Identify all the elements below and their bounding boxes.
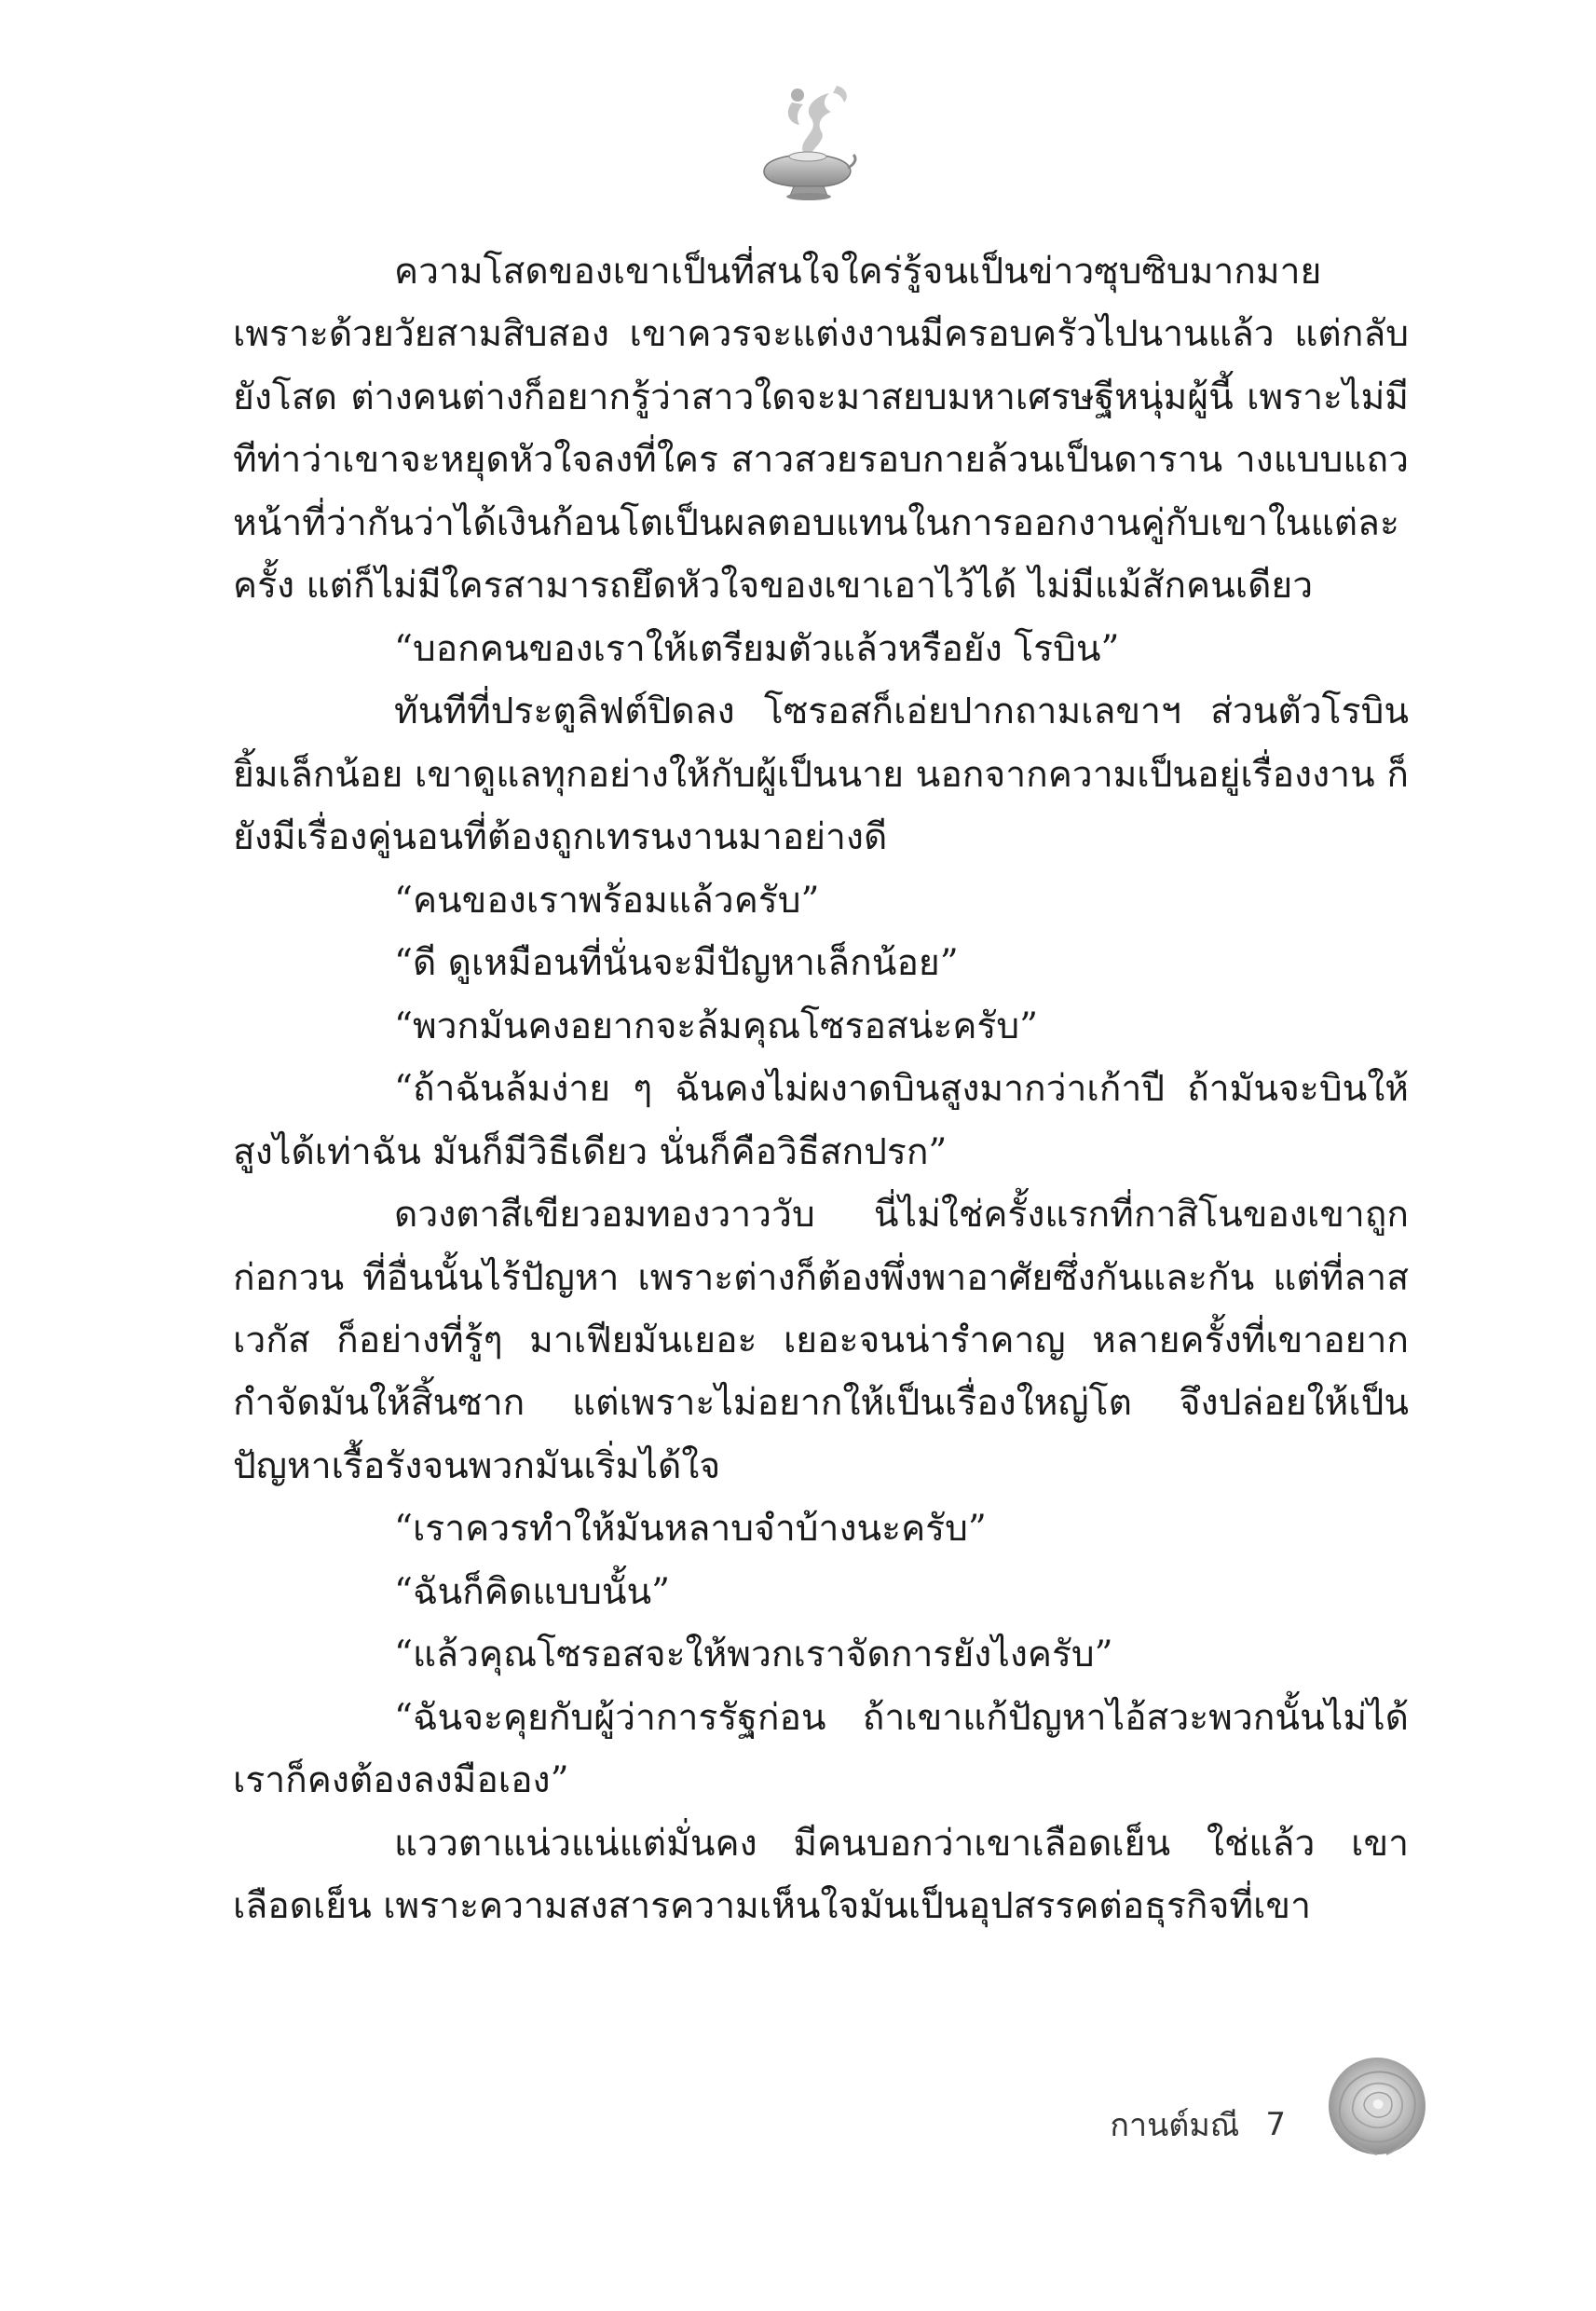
dialogue-line: “ถ้าฉันล้มง่าย ๆ ฉันคงไม่ผงาดบินสูงมากว่าเก้าปี ถ้ามันจะบินให้สูงได้เท่าฉัน มันก็มีวิธีเดียว นั่นก็คือวิธีสกปรก”: [233, 1068, 1409, 1173]
page-footer: [1062, 2097, 1286, 2153]
paragraph: ทันทีที่ประตูลิฟต์ปิดลง โซรอสก็เอ่ยปากถามเลขาฯ ส่วนตัวโรบินยิ้มเล็กน้อย เขาดูแลทุกอย่างให้กับผู้เป็นนาย นอกจากความเป็นอยู่เรื่องงาน ก็ยังมีเรื่องคู่นอนที่ต้องถูกเทรนงานมาอย่างดี: [233, 691, 1409, 859]
dialogue-line: “ดี ดูเหมือนที่นั่นจะมีปัญหาเล็กน้อย”: [394, 942, 959, 985]
paragraph: แววตาแน่วแน่แต่มั่นคง มีคนบอกว่าเขาเลือดเย็น ใช่แล้ว เขาเลือดเย็น เพราะความสงสารความเห็นใจมันเป็นอุปสรรคต่อธุรกิจที่เขา: [233, 1822, 1409, 1928]
book-title: กานต์มณี: [1110, 2107, 1240, 2144]
genie-lamp-icon: [757, 75, 859, 205]
dialogue-line: “เราควรทำให้มันหลาบจำบ้างนะครับ”: [394, 1508, 987, 1551]
paragraph: ดวงตาสีเขียวอมทองวาววับ นี่ไม่ใช่ครั้งแรกที่กาสิโนของเขาถูกก่อกวน ที่อื่นนั้นไร้ปัญหา เพราะต่างก็ต้องพึ่งพาอาศัยซึ่งกันและกัน แต่ที่ลาสเวกัส ก็อย่างที่รู้ๆ มาเฟียมันเยอะ เยอะจนน่ารำคาญ หลายครั้งที่เขาอยากกำจัดมันให้สิ้นซาก แต่เพราะไม่อยากให้เป็นเรื่องใหญ่โต จึงปล่อยให้เป็นปัญหาเรื้อรังจนพวกมันเริ่มได้ใจ: [233, 1194, 1409, 1487]
paragraph: ความโสดของเขาเป็นที่สนใจใคร่รู้จนเป็นข่าวซุบซิบมากมาย เพราะด้วยวัยสามสิบสอง เขาควรจะแต่งงานมีครอบครัวไปนานแล้ว แต่กลับยังโสด ต่างคนต่างก็อยากรู้ว่าสาวใดจะมาสยบมหาเศรษฐีหนุ่มผู้นี้ เพราะไม่มีทีท่าว่าเขาจะหยุดหัวใจลงที่ใคร สาวสวยรอบกายล้วนเป็นดาราน างแบบแถวหน้าที่ว่ากันว่าได้เงินก้อนโตเป็นผลตอบแทนในการออกงานคู่กับเขาในแต่ละครั้ง แต่ก็ไม่มีใครสามารถยึดหัวใจของเขาเอาไว้ได้ ไม่มีแม้สักคนเดียว: [233, 251, 1409, 608]
dialogue-line: “บอกคนของเราให้เตรียมตัวแล้วหรือยัง โรบิน”: [394, 627, 1120, 670]
dialogue-line: “แล้วคุณโซรอสจะให้พวกเราจัดการยังไงครับ”: [394, 1634, 1113, 1676]
dialogue-line: “ฉันก็คิดแบบนั้น”: [394, 1570, 671, 1613]
rose-icon: [1321, 2050, 1433, 2162]
page-number: 7: [1265, 2106, 1286, 2143]
body-text: [233, 240, 1409, 1938]
dialogue-line: “ฉันจะคุยกับผู้ว่าการรัฐก่อน ถ้าเขาแก้ปัญหาไอ้สวะพวกนั้นไม่ได้ เราก็คงต้องลงมือเอง”: [233, 1696, 1409, 1802]
dialogue-line: “พวกมันคงอยากจะล้มคุณโซรอสน่ะครับ”: [394, 1005, 1039, 1047]
dialogue-line: “คนของเราพร้อมแล้วครับ”: [394, 879, 820, 922]
